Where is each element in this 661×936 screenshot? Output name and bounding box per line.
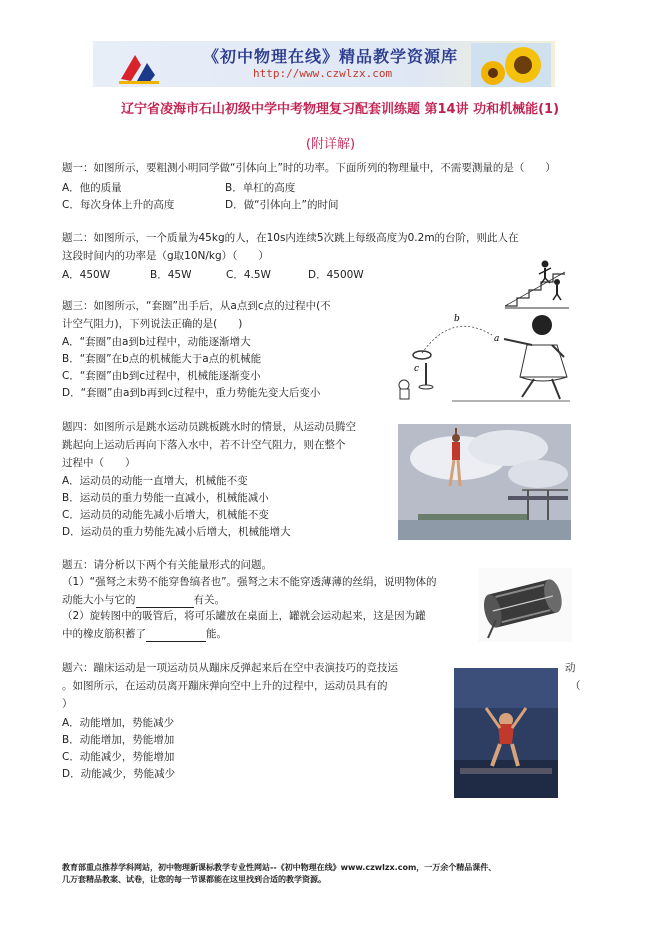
footer-line2: 几万套精品教案、试卷，让您的每一节课都能在这里找到合适的教学资源。 bbox=[62, 875, 326, 884]
fig-label-c: c bbox=[414, 364, 420, 374]
q6-option-d: D．动能减少，势能减少 bbox=[62, 768, 176, 780]
rolling-can-figure bbox=[478, 568, 572, 642]
header-banner bbox=[93, 41, 555, 87]
fig-label-b: b bbox=[454, 314, 460, 324]
q5-part1-text: 动能大小与它的 bbox=[62, 594, 136, 606]
q4-option-c: C．运动员的动能先减小后增大，机械能不变 bbox=[62, 509, 269, 521]
q3-stem-line2: 计空气阻力)，下列说法正确的是( ) bbox=[62, 318, 243, 330]
q5-stem: 题五：请分析以下两个有关能量形式的问题。 bbox=[62, 559, 272, 571]
q1-option-a: A．他的质量 bbox=[62, 182, 122, 194]
q6-stem-line2: 。如图所示，在运动员离开蹦床弹向空中上升的过程中，运动员具有的 bbox=[62, 680, 388, 692]
sunflower-image bbox=[471, 43, 551, 87]
document-subtitle: (附详解) bbox=[305, 137, 356, 152]
q6-option-a: A．动能增加，势能减少 bbox=[62, 717, 175, 729]
fig-label-a: a bbox=[494, 334, 500, 344]
q1-stem: 题一：如图所示，要粗测小明同学做“引体向上”时的功率。下面所列的物理量中，不需要测量的是（ ） bbox=[62, 162, 556, 174]
q6-stem-line3: ） bbox=[62, 698, 73, 710]
banner-title: 《初中物理在线》精品教学资源库 bbox=[203, 47, 459, 66]
q5-part1-line1: （1）“强弩之末势不能穿鲁缟者也”。强弩之末不能穿透薄薄的丝绢，说明物体的 bbox=[62, 576, 437, 588]
q3-option-c: C．“套圈”由b到c过程中，机械能逐渐变小 bbox=[62, 370, 261, 382]
q2-option-c: C．4.5W bbox=[226, 269, 271, 281]
q4-option-b: B．运动员的重力势能一直减小，机械能减小 bbox=[62, 492, 269, 504]
q5-part1-end: 有关。 bbox=[193, 594, 225, 606]
q6-option-c: C．动能减少，势能增加 bbox=[62, 751, 175, 763]
banner-url[interactable]: http://www.czwlzx.com bbox=[253, 67, 393, 80]
q4-option-d: D．运动员的重力势能先减小后增大，机械能增大 bbox=[62, 526, 291, 538]
ring-toss-figure bbox=[392, 305, 572, 405]
q5-blank-1[interactable] bbox=[136, 591, 194, 608]
q4-option-a: A．运动员的动能一直增大，机械能不变 bbox=[62, 475, 248, 487]
document-title: 辽宁省凌海市石山初级中学中考物理复习配套训练题 第14讲 功和机械能(1) bbox=[120, 102, 560, 117]
q5-blank-2[interactable] bbox=[146, 625, 206, 642]
site-logo bbox=[115, 49, 175, 85]
q2-option-b: B．45W bbox=[150, 269, 192, 281]
q4-stem-line3: 过程中（ ） bbox=[62, 457, 136, 469]
q5-part2-end: 能。 bbox=[206, 628, 227, 640]
footer bbox=[62, 862, 622, 886]
q3-option-a: A．“套圈”由a到b过程中，动能逐渐增大 bbox=[62, 336, 251, 348]
q3-option-d: D．“套圈”由a到b再到c过程中，重力势能先变大后变小 bbox=[62, 387, 321, 399]
q3-option-b: B．“套圈”在b点的机械能大于a点的机械能 bbox=[62, 353, 262, 365]
q5-part1-line2 bbox=[62, 591, 225, 608]
trampoline-figure bbox=[454, 668, 558, 798]
q2-option-d: D．4500W bbox=[308, 269, 364, 281]
q1-option-d: D．做“引体向上”的时间 bbox=[225, 199, 339, 211]
q2-option-a: A．450W bbox=[62, 269, 111, 281]
q5-part2-text: 中的橡皮筋积蓄了 bbox=[62, 628, 146, 640]
q5-part2-line2 bbox=[62, 625, 227, 642]
q6-stem-line1: 题六：蹦床运动是一项运动员从蹦床反弹起来后在空中表演技巧的竞技运 bbox=[62, 662, 398, 674]
q1-option-c: C．每次身体上升的高度 bbox=[62, 199, 175, 211]
q2-stem-line2: 这段时间内的功率是（g取10N/kg）（ ） bbox=[62, 250, 269, 262]
q1-option-b: B．单杠的高度 bbox=[225, 182, 296, 194]
q5-part2-line1: （2）旋转图中的吸管后，将可乐罐放在桌面上，罐就会运动起来，这是因为罐 bbox=[62, 610, 426, 622]
footer-line1: 教育部重点推荐学科网站，初中物理新课标教学专业性网站--《初中物理在线》www.czwlzx.com，一万余个精品课件、 bbox=[62, 863, 497, 872]
q4-stem-line2: 跳起向上运动后再向下落入水中，若不计空气阻力，则在整个 bbox=[62, 439, 346, 451]
q4-stem-line1: 题四：如图所示是跳水运动员跳板跳水时的情景，从运动员腾空 bbox=[62, 421, 356, 433]
q6-stem-line1-end: 动 bbox=[565, 662, 576, 674]
q6-stem-line2-end: （ bbox=[570, 680, 581, 692]
q6-option-b: B．动能增加，势能增加 bbox=[62, 734, 175, 746]
q3-stem-line1: 题三：如图所示，“套圈”出手后，从a点到c点的过程中(不 bbox=[62, 300, 331, 312]
q2-stem-line1: 题二：如图所示，一个质量为45kg的人，在10s内连续5次跳上每级高度为0.2m的台阶，则此人在 bbox=[62, 232, 519, 244]
stairs-jumper-figure bbox=[503, 258, 573, 310]
diving-figure bbox=[398, 424, 571, 540]
